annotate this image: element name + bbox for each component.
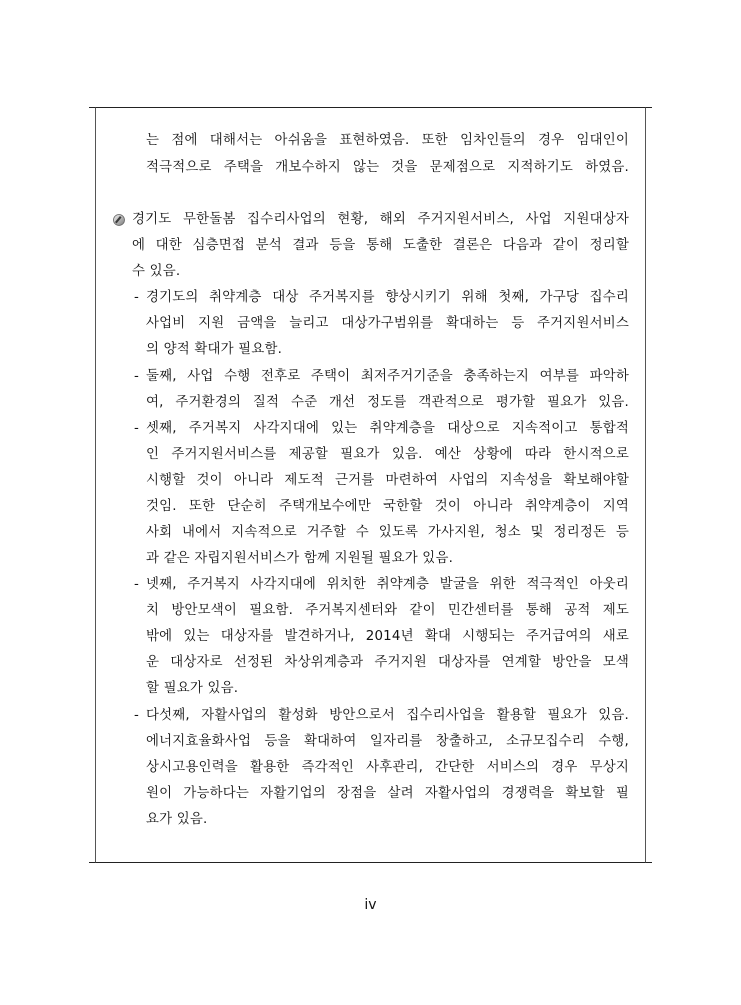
- point-line: 할 필요가 있음.: [146, 681, 239, 696]
- frame-corner-mark: [89, 107, 95, 108]
- point-line: 요가 있음.: [146, 812, 208, 827]
- point-line: 셋째, 주거복지 사각지대에 있는 취약계층을 대상으로 지속적이고 통합적: [146, 421, 629, 436]
- point-line: 인 주거지원서비스를 제공할 필요가 있음. 예산 상황에 따라 한시적으로: [146, 447, 629, 462]
- point-dash: -: [134, 708, 139, 723]
- point-line: 원이 가능하다는 자활기업의 장점을 살려 자활사업의 경쟁력을 확보할 필: [146, 786, 629, 801]
- summary-line: 에 대한 심층면접 분석 결과 등을 통해 도출한 결론은 다음과 같이 정리할: [132, 238, 629, 253]
- page-number: iv: [364, 897, 377, 913]
- point-line: 운 대상자로 선정된 차상위계층과 주거지원 대상자를 연계할 방안을 모색: [146, 655, 629, 670]
- frame-corner-mark: [646, 862, 652, 863]
- point-line: 과 같은 자립지원서비스가 함께 지원될 필요가 있음.: [146, 551, 454, 566]
- point-dash: -: [134, 421, 139, 436]
- point-dash: -: [134, 290, 139, 305]
- point-line: 밖에 있는 대상자를 발견하거나, 2014년 확대 시행되는 주거급여의 새로: [146, 629, 629, 644]
- point-line: 넷째, 주거복지 사각지대에 위치한 취약계층 발굴을 위한 적극적인 아웃리: [146, 577, 629, 592]
- point-line: 시행할 것이 아니라 제도적 근거를 마련하여 사업의 지속성을 확보해야할: [146, 473, 629, 488]
- point-line: 여, 주거환경의 질적 수준 개선 정도를 객관적으로 평가할 필요가 있음.: [146, 395, 629, 410]
- point-dash: -: [134, 369, 139, 384]
- frame-corner-mark: [646, 107, 652, 108]
- point-line: 의 양적 확대가 필요함.: [146, 342, 283, 357]
- bullet-icon: [112, 213, 126, 227]
- point-line: 치 방안모색이 필요함. 주거복지센터와 같이 민간센터를 통해 공적 제도: [146, 603, 629, 618]
- point-line: 상시고용인력을 활용한 즉각적인 사후관리, 간단한 서비스의 경우 무상지: [146, 760, 629, 775]
- top-paragraph-line: 적극적으로 주택을 개보수하지 않는 것을 문제점으로 지적하기도 하였음.: [146, 160, 629, 175]
- point-line: 사회 내에서 지속적으로 거주할 수 있도록 가사지원, 청소 및 정리정돈 등: [146, 525, 629, 540]
- point-line: 것임. 또한 단순히 주택개보수에만 국한할 것이 아니라 취약계층이 지역: [146, 499, 629, 514]
- frame-corner-mark: [89, 862, 95, 863]
- point-line: 사업비 지원 금액을 늘리고 대상가구범위를 확대하는 등 주거지원서비스: [146, 316, 629, 331]
- summary-line: 경기도 무한돌봄 집수리사업의 현황, 해외 주거지원서비스, 사업 지원대상자: [132, 212, 629, 227]
- point-dash: -: [134, 577, 139, 592]
- point-line: 둘째, 사업 수행 전후로 주택이 최저주거기준을 충족하는지 여부를 파악하: [146, 369, 629, 384]
- point-line: 에너지효율화사업 등을 확대하여 일자리를 창출하고, 소규모집수리 수행,: [146, 734, 629, 749]
- top-paragraph-line: 는 점에 대해서는 아쉬움을 표현하였음. 또한 임차인들의 경우 임대인이: [146, 133, 629, 148]
- summary-line: 수 있음.: [132, 264, 181, 279]
- point-line: 다섯째, 자활사업의 활성화 방안으로서 집수리사업을 활용할 필요가 있음.: [146, 708, 629, 723]
- point-line: 경기도의 취약계층 대상 주거복지를 향상시키기 위해 첫째, 가구당 집수리: [146, 290, 629, 305]
